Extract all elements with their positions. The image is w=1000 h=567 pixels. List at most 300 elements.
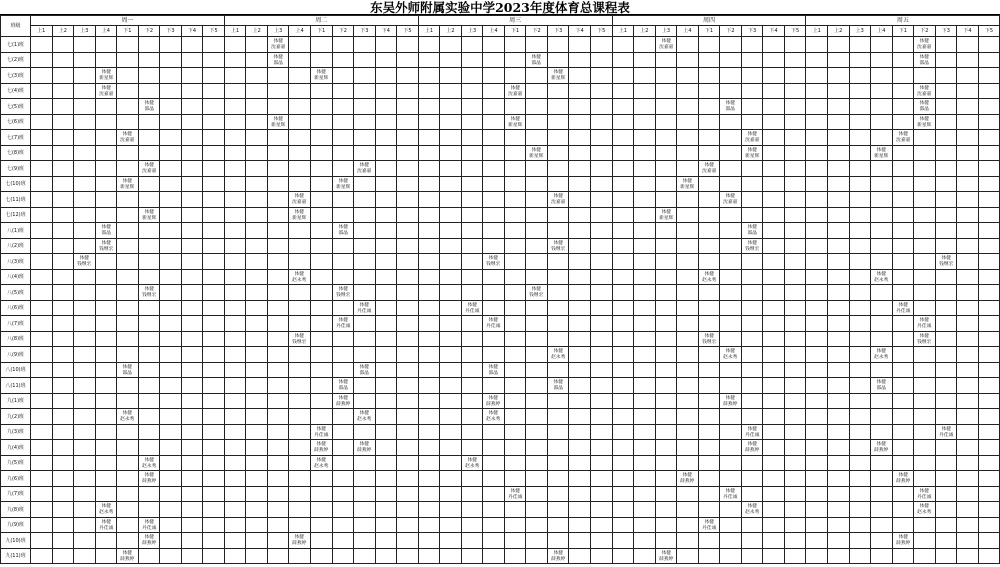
schedule-cell xyxy=(784,440,806,456)
lesson-entry xyxy=(742,147,762,158)
schedule-cell xyxy=(526,83,548,99)
schedule-cell xyxy=(246,409,268,425)
class-label: 七(12)班 xyxy=(1,207,31,223)
schedule-cell xyxy=(440,548,462,564)
schedule-cell xyxy=(181,285,203,301)
schedule-cell xyxy=(634,409,656,425)
schedule-cell xyxy=(138,362,160,378)
schedule-cell xyxy=(289,455,311,471)
schedule-cell xyxy=(160,533,182,549)
schedule-cell xyxy=(375,331,397,347)
schedule-cell xyxy=(203,347,225,363)
schedule-cell xyxy=(655,68,677,84)
schedule-cell xyxy=(504,285,526,301)
schedule-cell xyxy=(181,393,203,409)
schedule-cell xyxy=(74,68,96,84)
schedule-cell xyxy=(806,52,828,68)
schedule-cell xyxy=(461,331,483,347)
schedule-cell xyxy=(375,424,397,440)
schedule-cell xyxy=(354,254,376,270)
schedule-cell xyxy=(203,192,225,208)
lesson-teacher: 新星辉 xyxy=(680,183,695,190)
lesson-teacher: 新星辉 xyxy=(98,75,113,81)
schedule-cell xyxy=(655,254,677,270)
schedule-cell xyxy=(52,502,74,518)
schedule-cell xyxy=(418,486,440,502)
schedule-cell xyxy=(289,254,311,270)
schedule-cell xyxy=(310,362,332,378)
schedule-cell xyxy=(375,316,397,332)
schedule-cell xyxy=(827,502,849,518)
schedule-cell xyxy=(246,269,268,285)
schedule-cell xyxy=(461,238,483,254)
schedule-cell xyxy=(418,300,440,316)
schedule-cell xyxy=(871,254,893,270)
lesson-teacher: 沈嘉嘉 xyxy=(141,168,157,174)
schedule-cell xyxy=(375,114,397,130)
schedule-cell xyxy=(246,207,268,223)
lesson-teacher: 丹佳诚 xyxy=(335,323,350,329)
period-header: 上4 xyxy=(677,26,699,37)
lesson-entry xyxy=(936,256,956,267)
class-label: 七(5)班 xyxy=(1,99,31,115)
schedule-cell xyxy=(397,533,419,549)
schedule-cell xyxy=(117,347,139,363)
schedule-cell xyxy=(784,347,806,363)
schedule-cell xyxy=(720,502,742,518)
schedule-cell xyxy=(935,486,957,502)
schedule-cell xyxy=(332,52,354,68)
schedule-cell xyxy=(677,285,699,301)
schedule-cell xyxy=(354,548,376,564)
lesson-teacher: 邵晶 xyxy=(122,369,133,376)
schedule-cell xyxy=(31,37,53,53)
schedule-cell xyxy=(871,424,893,440)
schedule-cell xyxy=(849,37,871,53)
lesson-entry xyxy=(915,488,935,499)
schedule-cell xyxy=(203,486,225,502)
schedule-cell xyxy=(375,347,397,363)
schedule-cell xyxy=(827,347,849,363)
schedule-cell xyxy=(612,223,634,239)
table-row xyxy=(1,114,1000,130)
schedule-cell xyxy=(246,548,268,564)
schedule-cell xyxy=(871,378,893,394)
schedule-cell xyxy=(526,52,548,68)
schedule-cell xyxy=(440,207,462,223)
lesson-teacher: 沈嘉嘉 xyxy=(917,90,932,97)
schedule-cell xyxy=(806,37,828,53)
schedule-cell xyxy=(849,378,871,394)
schedule-cell xyxy=(461,300,483,316)
schedule-cell xyxy=(784,145,806,161)
schedule-cell xyxy=(504,502,526,518)
schedule-cell xyxy=(741,347,763,363)
schedule-cell xyxy=(806,145,828,161)
schedule-cell xyxy=(354,130,376,146)
schedule-cell xyxy=(397,99,419,115)
schedule-cell xyxy=(354,393,376,409)
period-header: 下2 xyxy=(332,26,354,37)
schedule-cell xyxy=(892,455,914,471)
schedule-cell xyxy=(849,285,871,301)
class-label: 七(4)班 xyxy=(1,83,31,99)
schedule-cell xyxy=(655,517,677,533)
lesson-entry xyxy=(721,488,741,499)
schedule-cell xyxy=(849,176,871,192)
schedule-cell xyxy=(827,176,849,192)
period-header: 上3 xyxy=(74,26,96,37)
schedule-cell xyxy=(590,83,612,99)
lesson-teacher: 沈嘉嘉 xyxy=(271,44,286,50)
table-row xyxy=(1,223,1000,239)
schedule-cell xyxy=(957,533,979,549)
lesson-subject: 体健 xyxy=(273,54,283,60)
schedule-cell xyxy=(397,285,419,301)
schedule-cell xyxy=(957,440,979,456)
schedule-cell xyxy=(741,52,763,68)
lesson-subject: 体健 xyxy=(531,147,542,153)
schedule-cell xyxy=(418,548,440,564)
period-header: 上2 xyxy=(52,26,74,37)
schedule-cell xyxy=(95,176,117,192)
schedule-cell xyxy=(246,517,268,533)
schedule-cell xyxy=(763,517,785,533)
schedule-cell xyxy=(892,130,914,146)
schedule-cell xyxy=(418,99,440,115)
schedule-cell xyxy=(160,486,182,502)
lesson-teacher: 薛燕婷 xyxy=(314,447,329,453)
lesson-teacher: 邵晶 xyxy=(919,106,930,112)
schedule-cell xyxy=(569,502,591,518)
schedule-cell xyxy=(52,409,74,425)
schedule-cell xyxy=(332,285,354,301)
schedule-cell xyxy=(892,331,914,347)
schedule-cell xyxy=(806,83,828,99)
lesson-teacher: 邵晶 xyxy=(144,106,154,112)
schedule-cell xyxy=(224,161,246,177)
schedule-cell xyxy=(741,114,763,130)
class-label: 九(10)班 xyxy=(1,533,31,549)
schedule-cell xyxy=(526,238,548,254)
schedule-cell xyxy=(612,285,634,301)
schedule-cell xyxy=(504,517,526,533)
schedule-cell xyxy=(784,254,806,270)
schedule-cell xyxy=(612,300,634,316)
schedule-cell xyxy=(935,99,957,115)
schedule-cell xyxy=(871,316,893,332)
lesson-teacher: 新星辉 xyxy=(551,75,566,81)
period-header: 上3 xyxy=(267,26,289,37)
schedule-cell xyxy=(935,238,957,254)
schedule-cell xyxy=(698,548,720,564)
schedule-cell xyxy=(547,130,569,146)
schedule-cell xyxy=(224,502,246,518)
schedule-cell xyxy=(569,238,591,254)
schedule-cell xyxy=(569,300,591,316)
schedule-cell xyxy=(935,254,957,270)
schedule-cell xyxy=(677,393,699,409)
day-header: 周五 xyxy=(806,16,1000,26)
lesson-teacher: 赵永秀 xyxy=(874,276,889,283)
schedule-cell xyxy=(978,114,1000,130)
schedule-cell xyxy=(440,145,462,161)
lesson-subject: 体健 xyxy=(941,255,951,262)
schedule-cell xyxy=(74,269,96,285)
schedule-cell xyxy=(483,378,505,394)
schedule-cell xyxy=(289,145,311,161)
schedule-cell xyxy=(935,548,957,564)
schedule-cell xyxy=(720,99,742,115)
schedule-cell xyxy=(698,502,720,518)
schedule-cell xyxy=(677,300,699,316)
lesson-subject: 体健 xyxy=(488,410,499,417)
schedule-cell xyxy=(397,502,419,518)
schedule-cell xyxy=(375,145,397,161)
schedule-cell xyxy=(892,378,914,394)
schedule-cell xyxy=(354,238,376,254)
schedule-cell xyxy=(181,254,203,270)
schedule-cell xyxy=(160,347,182,363)
schedule-cell xyxy=(978,161,1000,177)
schedule-cell xyxy=(160,424,182,440)
schedule-cell xyxy=(461,130,483,146)
schedule-cell xyxy=(160,440,182,456)
schedule-cell xyxy=(289,393,311,409)
schedule-cell xyxy=(827,207,849,223)
schedule-cell xyxy=(871,176,893,192)
schedule-cell xyxy=(569,145,591,161)
schedule-cell xyxy=(547,114,569,130)
schedule-cell xyxy=(871,347,893,363)
schedule-cell xyxy=(95,424,117,440)
schedule-cell xyxy=(763,347,785,363)
class-label: 八(3)班 xyxy=(1,254,31,270)
lesson-entry xyxy=(484,411,504,422)
timetable-grid xyxy=(0,15,1000,564)
schedule-cell xyxy=(677,269,699,285)
table-row xyxy=(1,238,1000,254)
schedule-cell xyxy=(461,269,483,285)
schedule-cell xyxy=(741,176,763,192)
schedule-cell xyxy=(526,37,548,53)
schedule-cell xyxy=(935,68,957,84)
schedule-cell xyxy=(526,455,548,471)
schedule-cell xyxy=(634,68,656,84)
schedule-cell xyxy=(375,362,397,378)
period-header: 下4 xyxy=(375,26,397,37)
schedule-cell xyxy=(461,502,483,518)
lesson-subject: 体健 xyxy=(876,379,887,386)
schedule-cell xyxy=(849,52,871,68)
schedule-cell xyxy=(310,316,332,332)
schedule-cell xyxy=(741,378,763,394)
schedule-cell xyxy=(440,130,462,146)
schedule-cell xyxy=(547,424,569,440)
schedule-cell xyxy=(397,192,419,208)
schedule-cell xyxy=(978,223,1000,239)
schedule-cell xyxy=(397,161,419,177)
schedule-cell xyxy=(827,68,849,84)
schedule-cell xyxy=(978,285,1000,301)
schedule-cell xyxy=(31,145,53,161)
schedule-cell xyxy=(289,223,311,239)
lesson-teacher: 钱继宏 xyxy=(551,245,566,252)
lesson-subject: 体健 xyxy=(359,302,370,308)
schedule-cell xyxy=(957,316,979,332)
schedule-cell xyxy=(74,83,96,99)
schedule-cell xyxy=(612,83,634,99)
schedule-cell xyxy=(547,393,569,409)
schedule-cell xyxy=(504,486,526,502)
schedule-cell xyxy=(74,455,96,471)
schedule-cell xyxy=(181,192,203,208)
schedule-cell xyxy=(720,269,742,285)
schedule-cell xyxy=(914,223,936,239)
schedule-cell xyxy=(504,99,526,115)
schedule-cell xyxy=(397,68,419,84)
schedule-cell xyxy=(375,223,397,239)
schedule-cell xyxy=(397,207,419,223)
schedule-cell xyxy=(892,533,914,549)
schedule-cell xyxy=(181,533,203,549)
schedule-cell xyxy=(375,517,397,533)
schedule-cell xyxy=(160,130,182,146)
schedule-cell xyxy=(569,37,591,53)
schedule-cell xyxy=(203,269,225,285)
schedule-cell xyxy=(246,533,268,549)
schedule-cell xyxy=(289,176,311,192)
schedule-cell xyxy=(547,176,569,192)
schedule-cell xyxy=(203,471,225,487)
schedule-cell xyxy=(935,409,957,425)
lesson-teacher: 邵晶 xyxy=(725,106,736,112)
period-header: 上4 xyxy=(95,26,117,37)
schedule-cell xyxy=(569,68,591,84)
lesson-subject: 体健 xyxy=(294,209,305,215)
lesson-teacher: 丹佳诚 xyxy=(464,307,480,314)
period-header: 下3 xyxy=(547,26,569,37)
schedule-cell xyxy=(418,316,440,332)
schedule-cell xyxy=(138,223,160,239)
schedule-cell xyxy=(720,362,742,378)
schedule-cell xyxy=(354,223,376,239)
schedule-cell xyxy=(74,114,96,130)
schedule-cell xyxy=(849,238,871,254)
schedule-cell xyxy=(590,145,612,161)
schedule-cell xyxy=(871,533,893,549)
lesson-teacher: 赵永秀 xyxy=(486,416,501,422)
schedule-cell xyxy=(871,83,893,99)
schedule-cell xyxy=(95,533,117,549)
schedule-cell xyxy=(246,486,268,502)
schedule-cell xyxy=(892,207,914,223)
schedule-cell xyxy=(720,486,742,502)
lesson-teacher: 薛燕婷 xyxy=(292,540,307,546)
schedule-cell xyxy=(526,486,548,502)
lesson-teacher: 钱继宏 xyxy=(98,245,113,252)
schedule-cell xyxy=(677,161,699,177)
schedule-cell xyxy=(160,176,182,192)
schedule-cell xyxy=(741,502,763,518)
schedule-cell xyxy=(181,161,203,177)
lesson-entry xyxy=(915,116,935,127)
schedule-cell xyxy=(332,99,354,115)
schedule-cell xyxy=(547,316,569,332)
schedule-cell xyxy=(590,393,612,409)
schedule-cell xyxy=(655,161,677,177)
schedule-cell xyxy=(52,316,74,332)
schedule-cell xyxy=(310,176,332,192)
lesson-entry xyxy=(893,535,913,546)
schedule-cell xyxy=(827,440,849,456)
table-row xyxy=(1,362,1000,378)
schedule-cell xyxy=(483,424,505,440)
lesson-entry xyxy=(742,442,762,453)
schedule-cell xyxy=(677,502,699,518)
schedule-cell xyxy=(978,378,1000,394)
schedule-cell xyxy=(160,517,182,533)
schedule-cell xyxy=(720,409,742,425)
schedule-cell xyxy=(224,207,246,223)
schedule-cell xyxy=(655,99,677,115)
schedule-cell xyxy=(871,207,893,223)
schedule-cell xyxy=(978,99,1000,115)
lesson-entry xyxy=(139,287,159,298)
schedule-cell xyxy=(504,114,526,130)
schedule-cell xyxy=(181,207,203,223)
lesson-entry xyxy=(139,473,159,484)
schedule-cell xyxy=(332,176,354,192)
schedule-cell xyxy=(310,471,332,487)
schedule-cell xyxy=(95,471,117,487)
schedule-cell xyxy=(634,300,656,316)
class-label: 九(9)班 xyxy=(1,517,31,533)
schedule-cell xyxy=(160,114,182,130)
schedule-cell xyxy=(763,52,785,68)
schedule-cell xyxy=(246,238,268,254)
schedule-cell xyxy=(289,362,311,378)
schedule-cell xyxy=(117,440,139,456)
schedule-cell xyxy=(267,254,289,270)
schedule-cell xyxy=(849,316,871,332)
schedule-cell xyxy=(892,192,914,208)
schedule-cell xyxy=(375,254,397,270)
schedule-cell xyxy=(871,455,893,471)
schedule-cell xyxy=(634,486,656,502)
schedule-cell xyxy=(117,52,139,68)
lesson-subject: 体健 xyxy=(941,426,951,432)
schedule-cell xyxy=(117,161,139,177)
period-header: 下1 xyxy=(310,26,332,37)
schedule-cell xyxy=(483,331,505,347)
schedule-cell xyxy=(569,223,591,239)
schedule-cell xyxy=(181,300,203,316)
schedule-cell xyxy=(354,471,376,487)
schedule-cell xyxy=(138,378,160,394)
lesson-subject: 体健 xyxy=(144,100,154,107)
schedule-cell xyxy=(871,161,893,177)
schedule-cell xyxy=(741,130,763,146)
schedule-cell xyxy=(634,440,656,456)
schedule-cell xyxy=(849,114,871,130)
schedule-cell xyxy=(504,393,526,409)
schedule-cell xyxy=(117,331,139,347)
schedule-cell xyxy=(784,68,806,84)
schedule-cell xyxy=(289,316,311,332)
schedule-cell xyxy=(935,378,957,394)
lesson-teacher: 沈嘉嘉 xyxy=(658,44,674,50)
